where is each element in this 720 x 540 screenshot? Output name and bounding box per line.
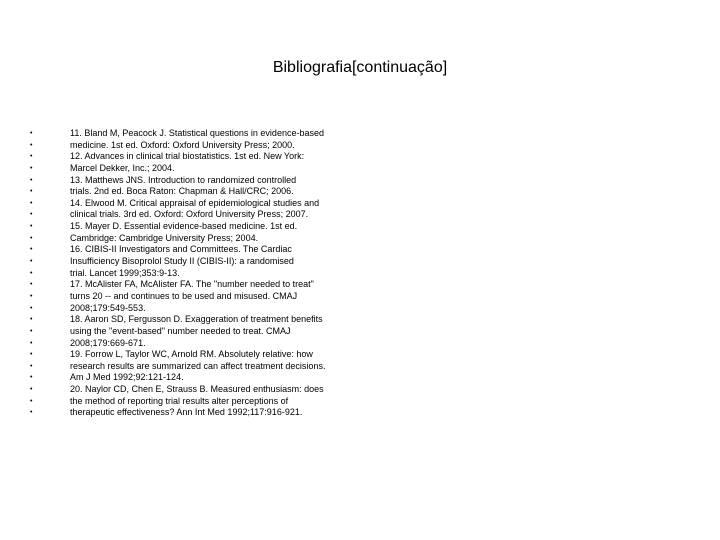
list-item <box>30 163 410 175</box>
bullet-icon: • <box>30 130 33 137</box>
bullet-icon: • <box>30 304 33 312</box>
reference-text: using the "event-based" number needed to treat. CMAJ <box>70 325 291 336</box>
bullet-icon: • <box>30 211 33 219</box>
list-item <box>30 233 410 245</box>
bullet-icon: • <box>30 292 33 300</box>
list-item <box>30 303 410 315</box>
page-title: Bibliografia[continuação] <box>272 59 448 76</box>
list-item <box>30 407 410 419</box>
reference-text: trial. Lancet 1999;353:9-13. <box>70 267 180 278</box>
bullet-icon: • <box>30 409 33 417</box>
list-item <box>30 128 410 140</box>
bullet-icon: • <box>30 153 33 161</box>
list-item <box>30 326 410 338</box>
reference-text: Cambridge: Cambridge University Press; 2004. <box>70 232 259 243</box>
list-item <box>30 396 410 408</box>
bullet-icon: • <box>30 374 33 382</box>
reference-text: turns 20 -- and continues to be used and misused. CMAJ <box>70 290 298 301</box>
reference-text: 19. Forrow L, Taylor WC, Arnold RM. Absolutely relative: how <box>70 349 313 360</box>
reference-text: 11. Bland M, Peacock J. Statistical questions in evidence-based <box>70 128 324 138</box>
list-item <box>30 221 410 233</box>
bullet-icon: • <box>30 362 33 370</box>
bullet-icon: • <box>30 223 33 231</box>
bullet-icon: • <box>30 234 33 242</box>
list-item <box>30 268 410 280</box>
list-item <box>30 175 410 187</box>
list-item <box>30 151 410 163</box>
bullet-icon: • <box>30 351 33 359</box>
list-item <box>30 349 410 361</box>
reference-text: 15. Mayer D. Essential evidence-based medicine. 1st ed. <box>70 221 298 232</box>
reference-text: 18. Aaron SD, Fergusson D. Exaggeration of treatment benefits <box>70 314 323 325</box>
bibliography-list <box>30 128 410 419</box>
reference-text: 16. CIBIS-II Investigators and Committees. The Cardiac <box>70 244 292 255</box>
list-item <box>30 140 410 152</box>
reference-text: the method of reporting trial results alter perceptions of <box>70 395 289 406</box>
list-item <box>30 338 410 350</box>
reference-text: 14. Elwood M. Critical appraisal of epidemiological studies and <box>70 197 320 208</box>
bullet-icon: • <box>30 281 33 289</box>
bullet-icon: • <box>30 339 33 347</box>
reference-text: research results are summarized can affect treatment decisions. <box>70 360 326 371</box>
bullet-icon: • <box>30 386 33 394</box>
reference-text: 2008;179:549-553. <box>70 302 146 313</box>
reference-text: 17. McAlister FA, McAlister FA. The "number needed to treat" <box>70 279 314 290</box>
list-item <box>30 198 410 210</box>
bullet-icon: • <box>30 141 33 149</box>
bullet-icon: • <box>30 246 33 254</box>
reference-text: trials. 2nd ed. Boca Raton: Chapman & Hall/CRC; 2006. <box>70 186 294 197</box>
list-item <box>30 384 410 396</box>
reference-text: 13. Matthews JNS. Introduction to randomized controlled <box>70 174 297 185</box>
reference-text: Marcel Dekker, Inc.; 2004. <box>70 162 175 173</box>
list-item <box>30 361 410 373</box>
bullet-icon: • <box>30 258 33 266</box>
bullet-icon: • <box>30 176 33 184</box>
reference-text: therapeutic effectiveness? Ann Int Med 1992;117:916-921. <box>70 407 303 418</box>
list-item <box>30 291 410 303</box>
bullet-icon: • <box>30 164 33 172</box>
reference-text: 20. Naylor CD, Chen E, Strauss B. Measured enthusiasm: does <box>70 384 324 395</box>
list-item <box>30 279 410 291</box>
list-item <box>30 372 410 384</box>
reference-text: Am J Med 1992;92:121-124. <box>70 372 184 383</box>
bullet-icon: • <box>30 269 33 277</box>
bullet-icon: • <box>30 316 33 324</box>
bullet-icon: • <box>30 188 33 196</box>
list-item <box>30 209 410 221</box>
bullet-icon: • <box>30 199 33 207</box>
bullet-icon: • <box>30 397 33 405</box>
list-item <box>30 244 410 256</box>
reference-text: 12. Advances in clinical trial biostatistics. 1st ed. New York: <box>70 151 305 162</box>
list-item <box>30 186 410 198</box>
reference-text: clinical trials. 3rd ed. Oxford: Oxford University Press; 2007. <box>70 209 309 220</box>
reference-text: medicine. 1st ed. Oxford: Oxford University Press; 2000. <box>70 139 295 150</box>
list-item <box>30 314 410 326</box>
bullet-icon: • <box>30 327 33 335</box>
list-item <box>30 256 410 268</box>
reference-text: 2008;179:669-671. <box>70 337 146 348</box>
reference-text: Insufficiency Bisoprolol Study II (CIBIS-II): a randomised <box>70 256 294 267</box>
